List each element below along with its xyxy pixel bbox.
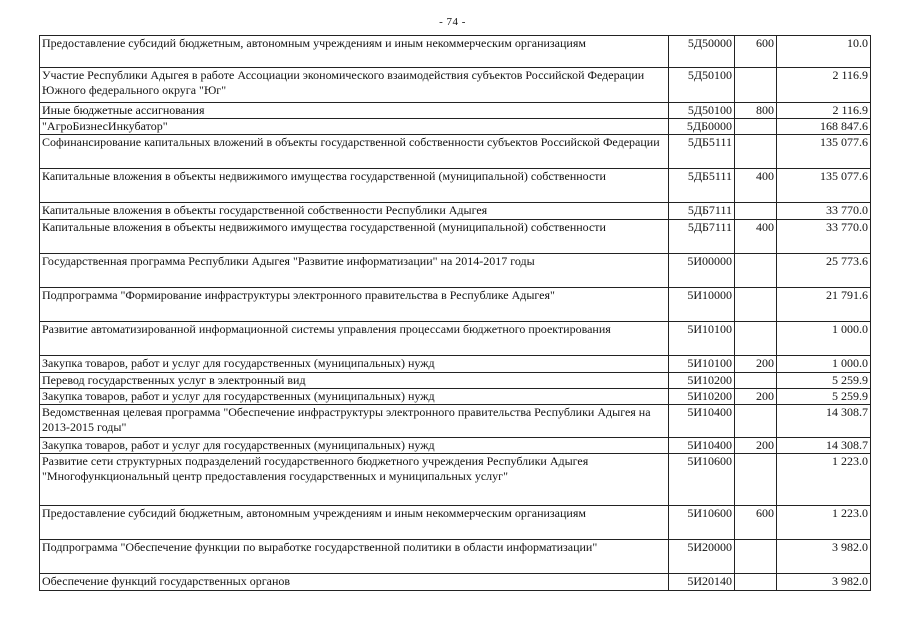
row-code: 5Д50100	[669, 103, 735, 119]
row-expense-type: 800	[735, 103, 777, 119]
table-row	[40, 405, 871, 438]
row-name: Развитие автоматизированной информационной системы управления процессами бюджетного проектирования	[40, 322, 669, 356]
table-row	[40, 254, 871, 288]
row-name: Участие Республики Адыгея в работе Ассоциации экономического взаимодействия субъектов Российской Федерации Южного федерального округа "Юг"	[40, 68, 669, 103]
row-name: "АгроБизнесИнкубатор"	[40, 119, 669, 135]
row-expense-type	[735, 405, 777, 438]
row-amount: 2 116.9	[777, 68, 871, 103]
row-expense-type	[735, 322, 777, 356]
row-code: 5ДБ7111	[669, 220, 735, 254]
page-number: - 74 -	[439, 16, 466, 28]
row-code: 5ДБ0000	[669, 119, 735, 135]
row-code: 5ДБ5111	[669, 169, 735, 203]
row-amount: 1 000.0	[777, 356, 871, 373]
table-row	[40, 288, 871, 322]
table-row	[40, 373, 871, 389]
row-expense-type	[735, 288, 777, 322]
row-code: 5И10100	[669, 356, 735, 373]
row-name: Перевод государственных услуг в электронный вид	[40, 373, 669, 389]
row-amount: 168 847.6	[777, 119, 871, 135]
row-name: Развитие сети структурных подразделений государственного бюджетного учреждения Республики Адыгея "Многофункциональный центр предоставления государственных и муниципальных услуг"	[40, 454, 669, 506]
row-code: 5ДБ7111	[669, 203, 735, 220]
row-amount: 135 077.6	[777, 169, 871, 203]
row-code: 5И10600	[669, 454, 735, 506]
row-expense-type: 200	[735, 356, 777, 373]
row-expense-type	[735, 540, 777, 574]
row-name: Софинансирование капитальных вложений в объекты государственной собственности субъектов Российской Федерации	[40, 135, 669, 169]
table-row	[40, 389, 871, 405]
row-code: 5И20140	[669, 574, 735, 591]
row-code: 5И10200	[669, 373, 735, 389]
row-expense-type: 200	[735, 438, 777, 454]
table-row	[40, 506, 871, 540]
row-expense-type	[735, 68, 777, 103]
row-amount: 135 077.6	[777, 135, 871, 169]
table-row	[40, 454, 871, 506]
row-code: 5И10100	[669, 322, 735, 356]
row-code: 5И20000	[669, 540, 735, 574]
row-expense-type: 200	[735, 389, 777, 405]
table-row	[40, 438, 871, 454]
row-amount: 21 791.6	[777, 288, 871, 322]
row-expense-type	[735, 574, 777, 591]
table-row	[40, 119, 871, 135]
row-expense-type: 400	[735, 220, 777, 254]
table-row	[40, 322, 871, 356]
row-expense-type	[735, 119, 777, 135]
row-amount: 33 770.0	[777, 203, 871, 220]
row-name: Обеспечение функций государственных органов	[40, 574, 669, 591]
table-row	[40, 103, 871, 119]
row-expense-type: 400	[735, 169, 777, 203]
table-row	[40, 169, 871, 203]
row-code: 5И00000	[669, 254, 735, 288]
row-expense-type: 600	[735, 506, 777, 540]
row-amount: 14 308.7	[777, 405, 871, 438]
row-expense-type: 600	[735, 36, 777, 68]
row-name: Подпрограмма "Обеспечение функции по выработке государственной политики в области информатизации"	[40, 540, 669, 574]
row-name: Капитальные вложения в объекты государственной собственности Республики Адыгея	[40, 203, 669, 220]
row-name: Предоставление субсидий бюджетным, автономным учреждениям и иным некоммерческим организациям	[40, 506, 669, 540]
row-code: 5И10200	[669, 389, 735, 405]
row-expense-type	[735, 203, 777, 220]
row-name: Предоставление субсидий бюджетным, автономным учреждениям и иным некоммерческим организациям	[40, 36, 669, 68]
table-row	[40, 540, 871, 574]
row-name: Закупка товаров, работ и услуг для государственных (муниципальных) нужд	[40, 438, 669, 454]
row-amount: 2 116.9	[777, 103, 871, 119]
table-row	[40, 135, 871, 169]
row-amount: 33 770.0	[777, 220, 871, 254]
table-row	[40, 356, 871, 373]
row-amount: 3 982.0	[777, 574, 871, 591]
budget-table	[39, 35, 871, 591]
table-row	[40, 574, 871, 591]
row-amount: 14 308.7	[777, 438, 871, 454]
row-amount: 1 000.0	[777, 322, 871, 356]
row-name: Закупка товаров, работ и услуг для государственных (муниципальных) нужд	[40, 356, 669, 373]
row-expense-type	[735, 373, 777, 389]
row-expense-type	[735, 454, 777, 506]
row-code: 5ДБ5111	[669, 135, 735, 169]
row-name: Капитальные вложения в объекты недвижимого имущества государственной (муниципальной) собственности	[40, 169, 669, 203]
table-row	[40, 68, 871, 103]
row-name: Иные бюджетные ассигнования	[40, 103, 669, 119]
row-amount: 5 259.9	[777, 389, 871, 405]
row-amount: 25 773.6	[777, 254, 871, 288]
row-amount: 10.0	[777, 36, 871, 68]
row-name: Закупка товаров, работ и услуг для государственных (муниципальных) нужд	[40, 389, 669, 405]
row-code: 5Д50000	[669, 36, 735, 68]
row-code: 5И10400	[669, 438, 735, 454]
row-code: 5И10000	[669, 288, 735, 322]
table-row	[40, 220, 871, 254]
row-amount: 1 223.0	[777, 454, 871, 506]
row-name: Подпрограмма "Формирование инфраструктуры электронного правительства в Республике Адыгея"	[40, 288, 669, 322]
row-code: 5И10400	[669, 405, 735, 438]
row-amount: 5 259.9	[777, 373, 871, 389]
table-row	[40, 203, 871, 220]
row-amount: 1 223.0	[777, 506, 871, 540]
table-row	[40, 36, 871, 68]
row-expense-type	[735, 254, 777, 288]
row-code: 5Д50100	[669, 68, 735, 103]
row-name: Капитальные вложения в объекты недвижимого имущества государственной (муниципальной) собственности	[40, 220, 669, 254]
row-expense-type	[735, 135, 777, 169]
row-amount: 3 982.0	[777, 540, 871, 574]
row-code: 5И10600	[669, 506, 735, 540]
row-name: Ведомственная целевая программа "Обеспечение инфраструктуры электронного правительства Республики Адыгея на 2013-2015 годы"	[40, 405, 669, 438]
row-name: Государственная программа Республики Адыгея "Развитие информатизации" на 2014-2017 годы	[40, 254, 669, 288]
